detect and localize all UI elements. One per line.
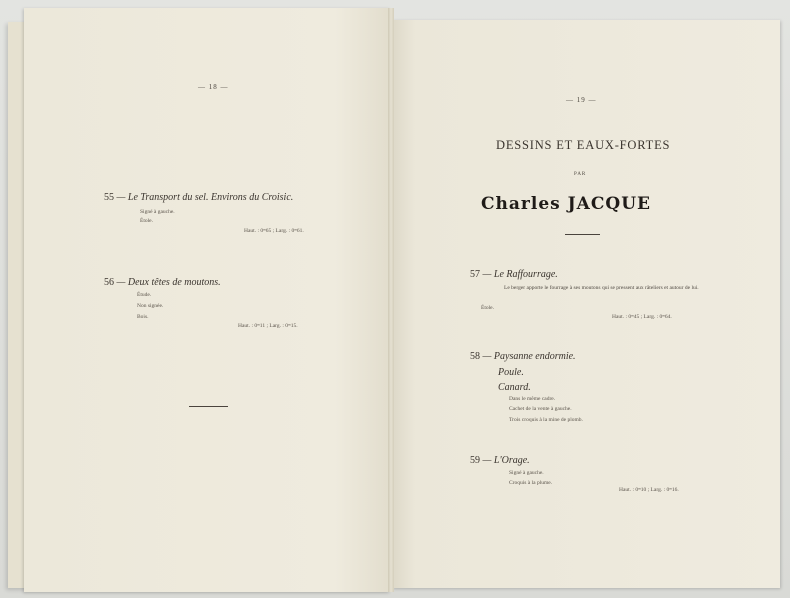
section-title: DESSINS ET EAUX-FORTES xyxy=(496,138,671,152)
entry-dimensions: Haut. : 0ᵐ10 ; Larg. : 0ᵐ16. xyxy=(619,487,679,493)
left-page-number: — 18 — xyxy=(198,83,229,91)
entry-detail: Étude. xyxy=(137,292,152,298)
entry-title: — Le Transport du sel. Environs du Croisic. xyxy=(116,192,294,203)
entry-number: 56 xyxy=(104,277,114,288)
catalog-entry-title xyxy=(470,351,576,362)
entry-detail: Bois. xyxy=(137,314,149,320)
book-gutter xyxy=(388,8,394,592)
entry-number: 57 xyxy=(470,269,480,280)
entry-title: — Paysanne endormie. xyxy=(482,351,576,362)
entry-title: — L'Orage. xyxy=(482,455,530,466)
entry-detail: Étole. xyxy=(481,305,494,311)
entry-number: 59 xyxy=(470,455,480,466)
entry-detail: Croquis à la plume. xyxy=(509,480,553,486)
catalog-entry-title xyxy=(104,277,221,288)
entry-description: Le berger apporte le fourrage à ses moutons qui se pressent aux râteliers et autour de lui. xyxy=(504,285,699,291)
entry-title: — Deux têtes de moutons. xyxy=(116,277,221,288)
catalog-entry-title xyxy=(470,269,558,280)
entry-detail: Étole. xyxy=(140,218,153,224)
left-page xyxy=(24,8,390,592)
entry-dimensions: Haut. : 0ᵐ11 ; Larg. : 0ᵐ15. xyxy=(238,323,298,329)
entry-detail: Signé à gauche. xyxy=(509,470,544,476)
entry-detail: Trois croquis à la mine de plomb. xyxy=(509,417,583,423)
heading-divider xyxy=(565,234,600,235)
catalog-entry-title xyxy=(104,192,293,203)
entry-detail: Cachet de la vente à gauche. xyxy=(509,406,572,412)
entry-detail: Signé à gauche. xyxy=(140,209,175,215)
entry-number: 55 xyxy=(104,192,114,203)
entry-detail: Dans le même cadre. xyxy=(509,396,556,402)
right-page xyxy=(392,20,780,588)
entry-subtitle: Poule. xyxy=(498,367,524,378)
entry-subtitle: Canard. xyxy=(498,382,531,393)
artist-name: Charles JACQUE xyxy=(481,194,651,214)
section-divider xyxy=(189,406,228,407)
right-page-number: — 19 — xyxy=(566,96,597,104)
entry-dimensions: Haut. : 0ᵐ45 ; Larg. : 0ᵐ64. xyxy=(612,314,672,320)
entry-dimensions: Haut. : 0ᵐ65 ; Larg. : 0ᵐ61. xyxy=(244,228,304,234)
catalog-entry-title xyxy=(470,455,530,466)
section-par: PAR xyxy=(574,172,587,177)
entry-detail: Non signée. xyxy=(137,303,164,309)
entry-title: — Le Raffourrage. xyxy=(482,269,558,280)
entry-number: 58 xyxy=(470,351,480,362)
